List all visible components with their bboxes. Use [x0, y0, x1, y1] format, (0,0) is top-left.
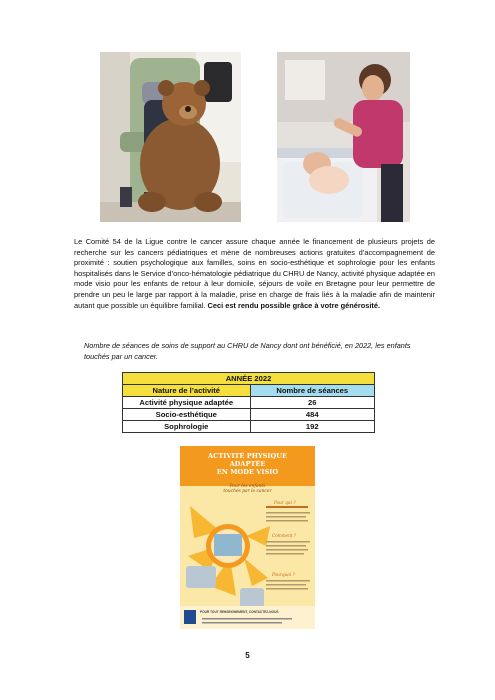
table-row: [123, 409, 375, 421]
activity-cell: Socio-esthétique: [123, 409, 251, 421]
poster-subtitle: [180, 484, 315, 495]
photo-child-with-teddy-bear: [100, 52, 241, 222]
activity-cell: Activité physique adaptée: [123, 397, 251, 409]
poster-footer: POUR TOUT RENSEIGNEMENT, CONTACTEZ-NOUS: [200, 610, 279, 614]
poster-title-line3: EN MODE VISIO: [216, 468, 279, 476]
sessions-table: [122, 372, 375, 433]
table-row: [123, 397, 375, 409]
table-year-header: ANNÉE 2022: [123, 373, 375, 385]
poster-subtitle-line1: Pour les enfants: [229, 484, 266, 489]
sessions-cell: 26: [250, 397, 374, 409]
photo-caregiver-with-infant: [277, 52, 410, 222]
activity-poster: [180, 446, 315, 629]
poster-question-who: Pour qui ?: [274, 500, 296, 505]
sessions-column-header: Nombre de séances: [250, 385, 374, 397]
poster-question-how: Comment ?: [272, 533, 297, 538]
table-caption: Nombre de séances de soins de support au CHRU de Nancy dont ont bénéficié, en 2022, les enfants touchés par un cancer.: [84, 341, 411, 361]
activity-cell: Sophrologie: [123, 421, 251, 433]
poster-question-why: Pourquoi ?: [272, 572, 295, 577]
poster-subtitle-line2: touchés par le cancer: [223, 489, 272, 495]
poster-title-line1: ACTIVITÉ PHYSIQUE: [207, 452, 288, 460]
activity-column-header: Nature de l’activité: [123, 385, 251, 397]
table-header-row: [123, 385, 375, 397]
intro-paragraph: [74, 237, 435, 311]
table-row: [123, 421, 375, 433]
sessions-cell: 484: [250, 409, 374, 421]
poster-title: [180, 452, 315, 476]
intro-paragraph-emphasis: Ceci est rendu possible grâce à votre générosité.: [207, 300, 381, 310]
page-number: 5: [245, 651, 250, 660]
intro-paragraph-text: Le Comité 54 de la Ligue contre le cancer assure chaque année le financement de plusieurs projets de recherche sur les cancers pédiatriques et mène de nombreuses actions gratuites d’accompagnement de proximité : soutien psychologique aux familles, soins en socio-esthétique et sophrologie pour les enfants hospitalisés dans le Service d’onco-hématologie pédiatrique du CHRU de Nancy, activité physique adaptée en mode visio pour les enfants de retour à leur domicile, séjours de voile en Bretagne pour leur permettre de prendre un peu le large par rapport à la maladie, prise en charge de frais liés à la maladie afin de maintenir autant que possible un équilibre familial.: [74, 237, 435, 310]
table-year-row: [123, 373, 375, 385]
poster-title-line2: ADAPTÉE: [229, 460, 266, 468]
sessions-cell: 192: [250, 421, 374, 433]
